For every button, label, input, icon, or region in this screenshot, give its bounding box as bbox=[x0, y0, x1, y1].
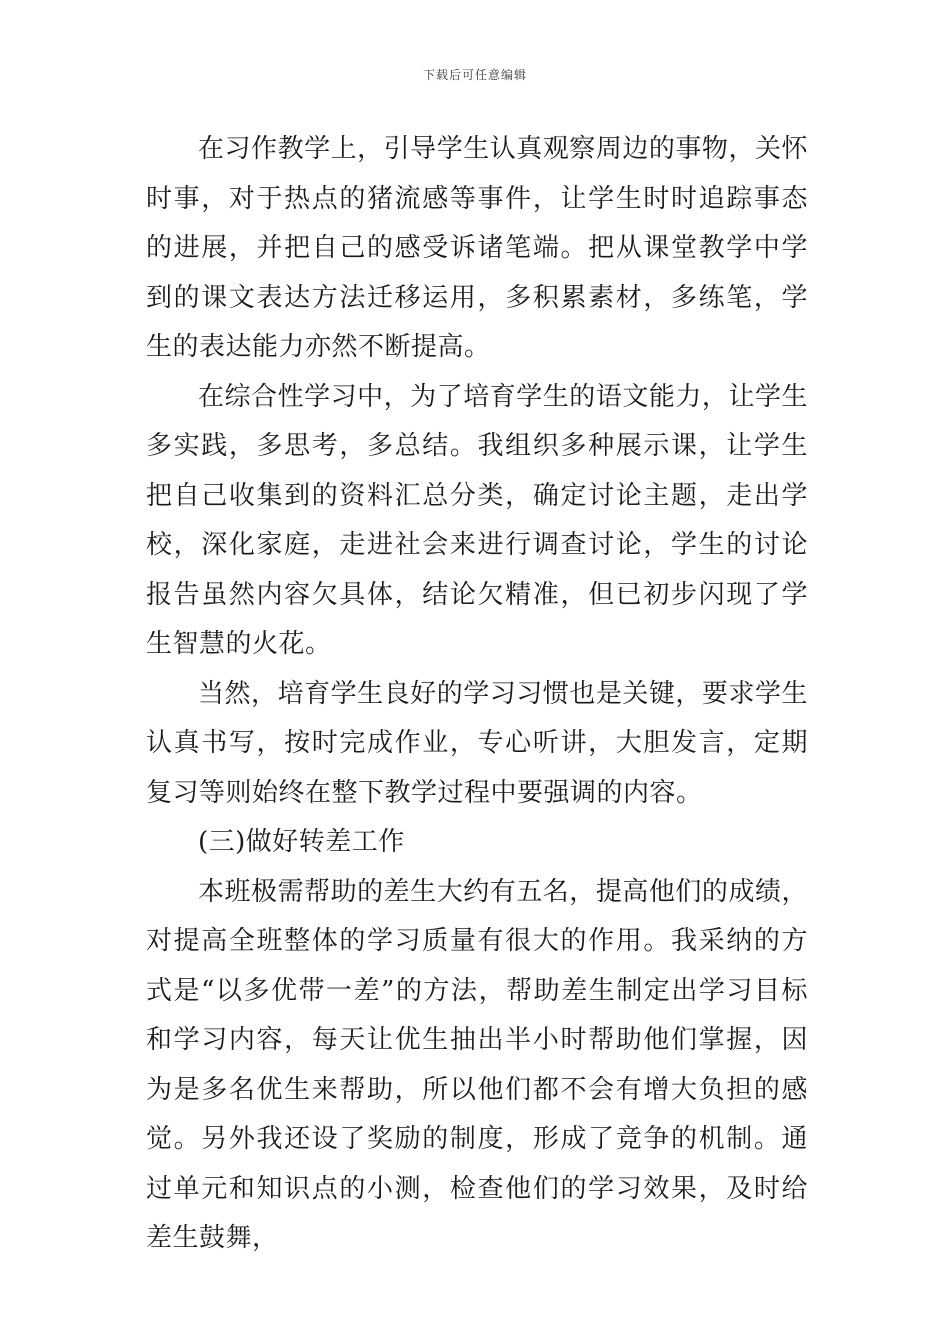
paragraph-writing-teaching: 在习作教学上，引导学生认真观察周边的事物，关怀时事，对于热点的猪流感等事件，让学生时时追踪事态的进展，并把自己的感受诉诸笔端。把从课堂教学中学到的课文表达方法迁移运用，多积累素材，多练笔，学生的表达能力亦然不断提高。 bbox=[146, 134, 808, 362]
paragraph-helping-students: 本班极需帮助的差生大约有五名，提高他们的成绩，对提高全班整体的学习质量有很大的作用。我采纳的方式是“以多优带一差”的方法，帮助差生制定出学习目标和学习内容，每天让优生抽出半小时帮助他们掌握，因为是多名优生来帮助，所以他们都不会有增大负担的感觉。另外我还设了奖励的制度，形成了竞争的机制。通过单元和知识点的小测，检查他们的学习效果，及时给差生鼓舞， bbox=[146, 876, 808, 1253]
section-heading: (三)做好转差工作 bbox=[198, 827, 405, 857]
page-header: 下载后可任意编辑 bbox=[422, 68, 527, 82]
paragraph-study-habits: 当然，培育学生良好的学习习惯也是关键，要求学生认真书写，按时完成作业，专心听讲，大胆发言，定期复习等则始终在整下教学过程中要强调的内容。 bbox=[146, 678, 808, 808]
paragraph-comprehensive-learning: 在综合性学习中，为了培育学生的语文能力，让学生多实践，多思考，多总结。我组织多种展示课，让学生把自己收集到的资料汇总分类，确定讨论主题，走出学校，深化家庭，走进社会来进行调查讨论，学生的讨论报告虽然内容欠具体，结论欠精准，但已初步闪现了学生智慧的火花。 bbox=[146, 381, 808, 659]
document-body bbox=[146, 125, 808, 1264]
